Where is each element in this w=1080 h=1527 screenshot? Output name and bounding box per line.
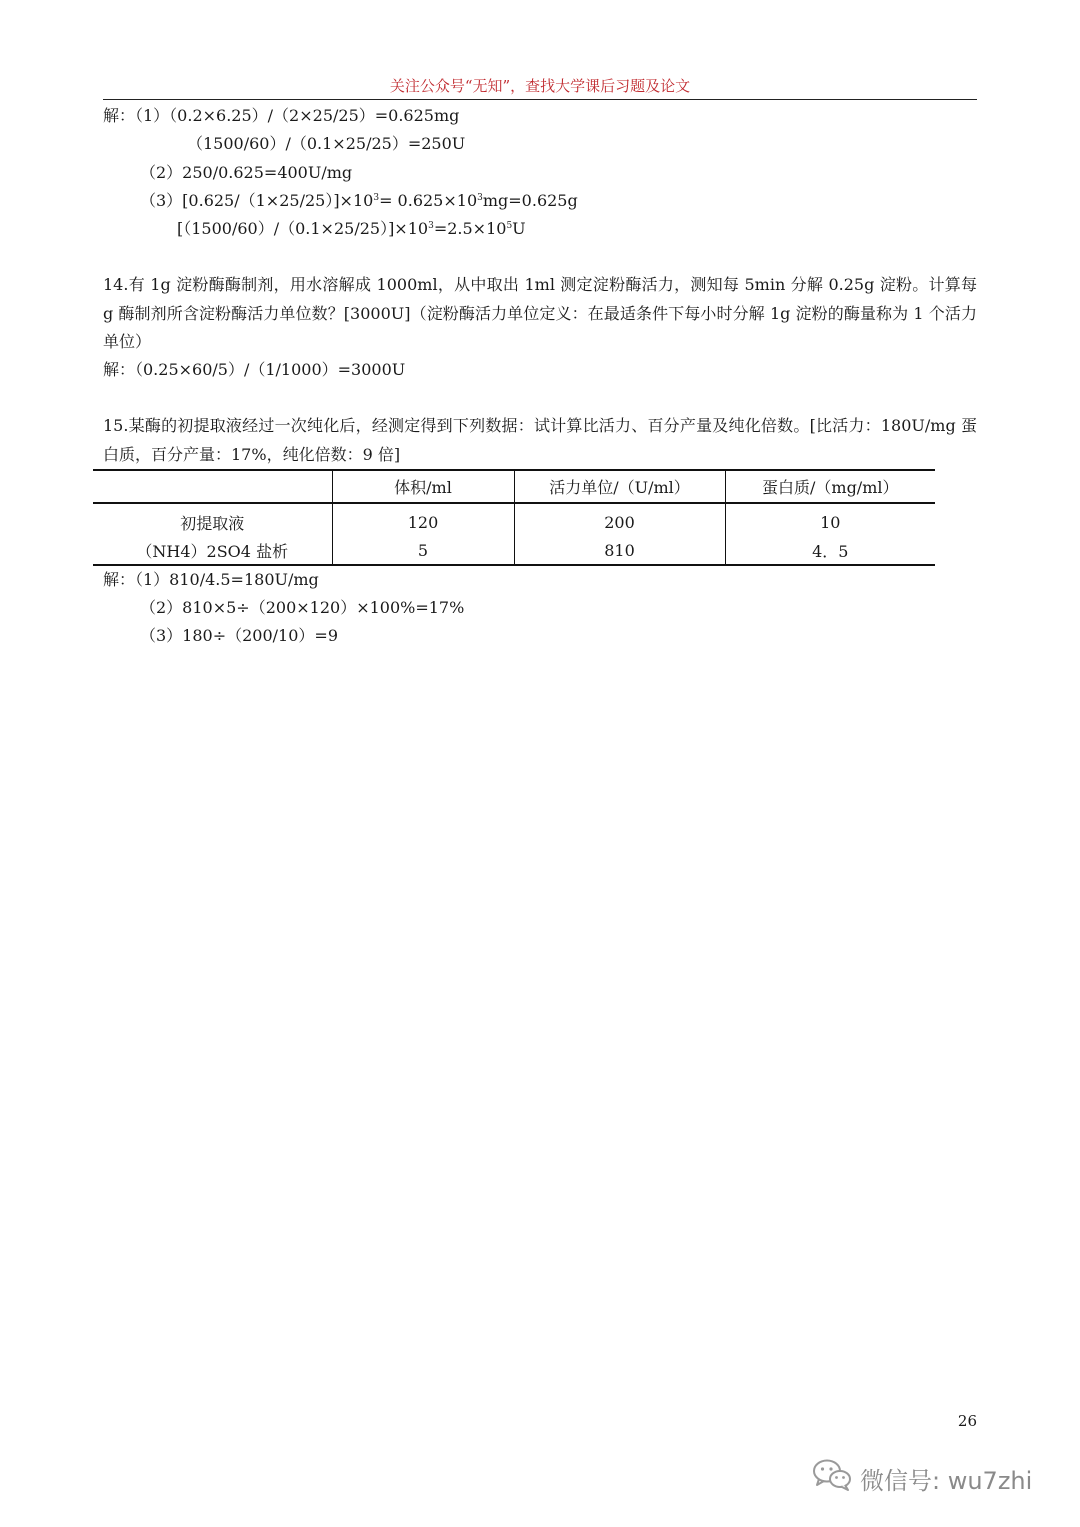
table-header-cell: 体积/ml [332,470,514,503]
wechat-icon [812,1458,852,1498]
q13-solution-line-5 [177,218,526,240]
q13-l4-part-b: = 0.625×10 [379,191,478,210]
table-cell: 初提取液 [180,513,245,533]
table-cell: 810 [514,536,725,565]
table-cell: 200 [514,503,725,536]
q13-l4-exponent-2: 3 [477,193,483,203]
q13-l5-part-c: U [512,219,526,238]
q13-solution-line-1: 解：（1）（0.2×6.25）/（2×25/25）=0.625mg [103,106,460,125]
watermark-text: 微信号: wu7zhi [860,1466,1033,1495]
q13-l5-part-a: [（1500/60）/（0.1×25/25）]×10 [177,219,429,238]
page-number: 26 [957,1412,977,1430]
q15-solution-line-2: （2）810×5÷（200×120）×100%=17% [140,598,465,617]
table-header-cell [93,470,332,503]
q13-solution-line-3: （2）250/0.625=400U/mg [140,163,353,182]
q13-l5-part-b: =2.5×10 [433,219,507,238]
q13-l5-exponent-1: 3 [428,221,434,231]
header-rule [103,99,977,100]
q15-question: 15.某酶的初提取液经过一次纯化后，经测定得到下列数据：试计算比活力、百分产量及纯化倍数。[比活力：180U/mg 蛋白质，百分产量：17%，纯化倍数：9 倍] [103,416,977,464]
q13-l4-exponent-1: 3 [373,193,380,203]
wechat-watermark [812,1458,1032,1498]
table-header-row [93,470,935,503]
table-cell: 120 [332,503,514,536]
q13-l4-part-c: mg=0.625g [482,191,578,210]
q15-data-table [93,469,935,566]
table-header-cell: 活力单位/（U/ml） [514,470,725,503]
table-header-cell: 蛋白质/（mg/ml） [725,470,935,503]
q13-l5-exponent-2: 5 [506,221,513,231]
table-cell: （NH4）2SO4 盐析 [93,536,332,565]
table-cell: 5 [332,536,514,565]
q13-solution-line-4 [140,190,578,212]
q14-question: 14.有 1g 淀粉酶酶制剂，用水溶解成 1000ml，从中取出 1ml 测定淀粉酶活力，测知每 5min 分解 0.25g 淀粉。计算每 g 酶制剂所含淀粉酶活力单位数？[3000U]（淀粉酶活力单位定义：在最适条件下每小时分解 1g 淀粉的酶量称为 1 个活力单位） [103,275,977,351]
q14-solution: 解：（0.25×60/5）/（1/1000）=3000U [103,360,406,379]
table-cell: 10 [725,503,935,536]
table-row [93,503,935,536]
q13-solution-line-2: （1500/60）/（0.1×25/25）=250U [187,134,466,153]
q15-solution-line-1: 解：（1）810/4.5=180U/mg [103,570,319,589]
table-cell: 4．5 [725,536,935,565]
q15-solution-line-3: （3）180÷（200/10）=9 [140,626,339,645]
page-header: 关注公众号“无知”，查找大学课后习题及论文 [389,77,691,95]
table-row [93,536,935,565]
q13-l4-part-a: （3）[0.625/（1×25/25）]×10 [140,191,374,210]
